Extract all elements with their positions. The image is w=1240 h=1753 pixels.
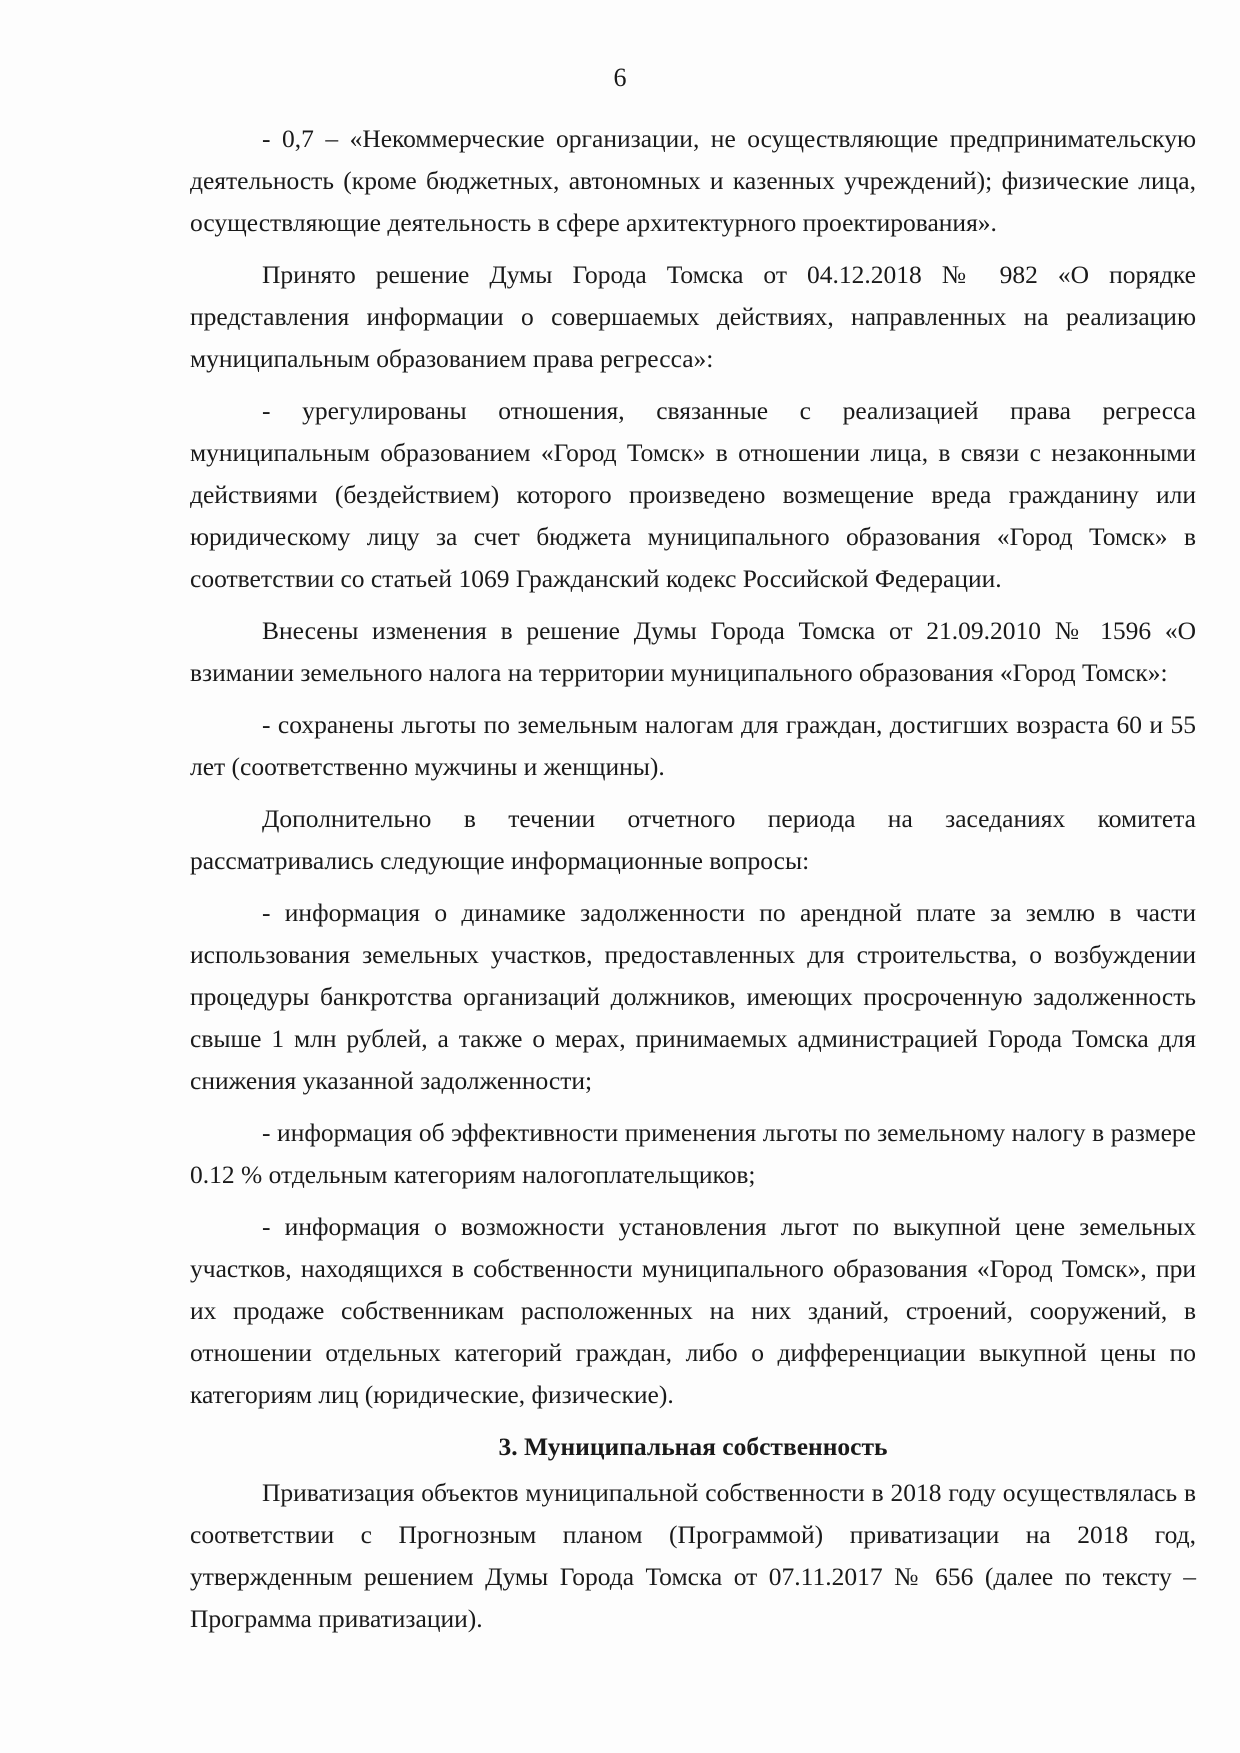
page-number: 6	[613, 63, 627, 92]
paragraph-decision-982: Принято решение Думы Города Томска от 04.12.2018 № 982 «О порядке представления информации о совершаемых действиях, направленных на реализацию муниципальным образованием права регресса»:	[190, 260, 1196, 373]
paragraph-decision-1596: Внесены изменения в решение Думы Города Томска от 21.09.2010 № 1596 «О взимании земельного налога на территории муниципального образования «Город Томск»:	[190, 616, 1196, 687]
paragraph-buyout-price-info: - информация о возможности установления льгот по выкупной цене земельных участков, находящихся в собственности муниципального образования «Город Томск», при их продаже собственникам расположенных на них зданий, строений, сооружений, в отношении отдельных категорий граждан, либо о дифференциации выкупной цены по категориям лиц (юридические, физические).	[190, 1212, 1196, 1409]
document-body	[190, 118, 1196, 1650]
paragraph-privatization: Приватизация объектов муниципальной собственности в 2018 году осуществлялась в соответствии с Прогнозным планом (Программой) приватизации на 2018 год, утвержденным решением Думы Города Томска от 07.11.2017 № 656 (далее по тексту – Программа приватизации).	[190, 1478, 1196, 1633]
paragraph-rent-debt-info: - информация о динамике задолженности по арендной плате за землю в части использования земельных участков, предоставленных для строительства, о возбуждении процедуры банкротства организаций должников, имеющих просроченную задолженность свыше 1 млн рублей, а также о мерах, принимаемых администрацией Города Томска для снижения указанной задолженности;	[190, 898, 1196, 1095]
paragraph-tax-efficiency-info: - информация об эффективности применения льготы по земельному налогу в размере 0.12 % отдельным категориям налогоплательщиков;	[190, 1118, 1196, 1189]
paragraph-coefficient-0-7: - 0,7 – «Некоммерческие организации, не осуществляющие предпринимательскую деятельность (кроме бюджетных, автономных и казенных учреждений); физические лица, осуществляющие деятельность в сфере архитектурного проектирования».	[190, 124, 1196, 237]
paragraph-tax-benefits: - сохранены льготы по земельным налогам для граждан, достигших возраста 60 и 55 лет (соответственно мужчины и женщины).	[190, 710, 1196, 781]
paragraph-additional-questions: Дополнительно в течении отчетного периода на заседаниях комитета рассматривались следующие информационные вопросы:	[190, 804, 1196, 875]
section-heading: 3. Муниципальная собственность	[498, 1432, 888, 1461]
paragraph-regress-rights: - урегулированы отношения, связанные с реализацией права регресса муниципальным образованием «Город Томск» в отношении лица, в связи с незаконными действиями (бездействием) которого произведено возмещение вреда гражданину или юридическому лицу за счет бюджета муниципального образования «Город Томск» в соответствии со статьей 1069 Гражданский кодекс Российской Федерации.	[190, 396, 1196, 593]
